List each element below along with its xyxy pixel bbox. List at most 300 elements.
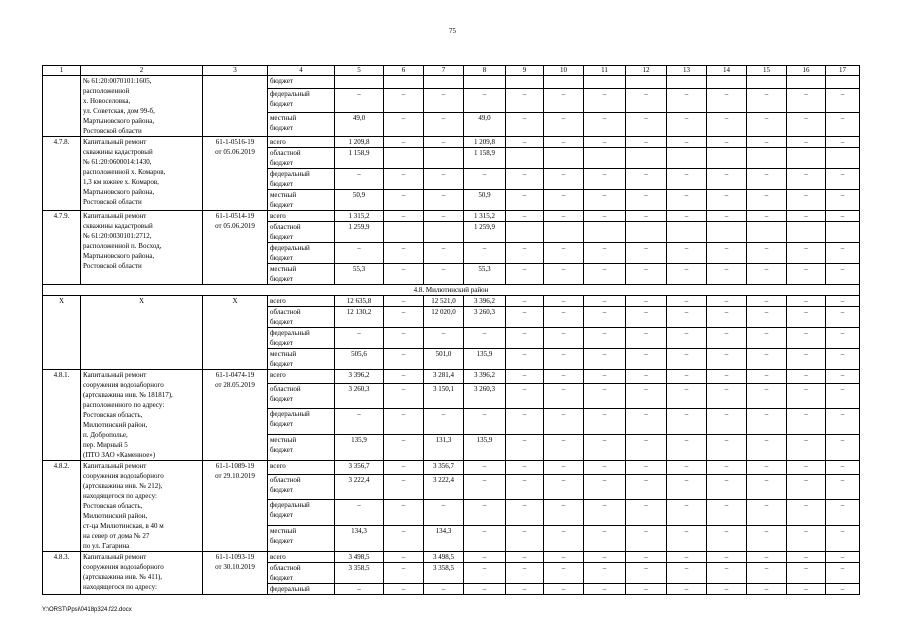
amount-cell: – — [506, 349, 544, 370]
amount-cell: – — [506, 461, 544, 475]
amount-cell: – — [544, 500, 584, 526]
amount-cell — [626, 222, 667, 243]
table-row — [43, 370, 860, 384]
funding-source: местный бюджет — [268, 526, 335, 552]
amount-cell: – — [384, 526, 424, 552]
amount-cell: – — [384, 500, 424, 526]
amount-cell: – — [747, 307, 787, 328]
amount-cell — [626, 76, 667, 89]
amount-cell: – — [584, 169, 626, 190]
funding-source: местный бюджет — [268, 264, 335, 285]
amount-cell: 3 222,4 — [335, 474, 384, 500]
amount-cell: – — [747, 190, 787, 211]
amount-cell: – — [335, 584, 384, 595]
amount-cell: 3 396,2 — [335, 370, 384, 384]
amount-cell: – — [787, 563, 826, 584]
funding-source: местный бюджет — [268, 349, 335, 370]
amount-cell — [747, 222, 787, 243]
amount-cell — [707, 148, 747, 169]
amount-cell: – — [584, 349, 626, 370]
amount-cell: – — [506, 500, 544, 526]
amount-cell: 3 396,2 — [464, 370, 506, 384]
amount-cell: 501,0 — [424, 349, 464, 370]
amount-cell: – — [384, 328, 424, 349]
column-number-header: 16 — [787, 66, 826, 76]
amount-cell: – — [544, 264, 584, 285]
item-number: Х — [43, 296, 81, 370]
amount-cell: – — [787, 552, 826, 563]
amount-cell: 134,3 — [424, 526, 464, 552]
amount-cell: 131,3 — [424, 435, 464, 461]
amount-cell: – — [707, 264, 747, 285]
amount-cell: – — [667, 328, 707, 349]
amount-cell: 135,9 — [335, 435, 384, 461]
amount-cell — [384, 76, 424, 89]
amount-cell: – — [584, 88, 626, 112]
amount-cell: 134,3 — [335, 526, 384, 552]
amount-cell: 1 158,9 — [464, 148, 506, 169]
amount-cell: – — [506, 296, 544, 307]
amount-cell: – — [707, 307, 747, 328]
funding-source: местный бюджет — [268, 435, 335, 461]
amount-cell: – — [584, 563, 626, 584]
amount-cell: 3 358,5 — [335, 563, 384, 584]
amount-cell: – — [384, 349, 424, 370]
amount-cell: – — [544, 349, 584, 370]
amount-cell: – — [667, 584, 707, 595]
amount-cell: – — [384, 169, 424, 190]
amount-cell: – — [584, 190, 626, 211]
amount-cell: – — [584, 137, 626, 148]
amount-cell: 135,9 — [464, 349, 506, 370]
amount-cell: – — [826, 461, 860, 475]
amount-cell: – — [667, 435, 707, 461]
amount-cell: – — [787, 243, 826, 264]
amount-cell: 1 259,9 — [464, 222, 506, 243]
amount-cell: – — [506, 435, 544, 461]
amount-cell — [747, 148, 787, 169]
amount-cell: – — [826, 500, 860, 526]
amount-cell — [384, 222, 424, 243]
amount-cell: – — [787, 328, 826, 349]
table-row — [43, 76, 860, 89]
document-reference — [203, 76, 268, 137]
amount-cell: – — [826, 370, 860, 384]
amount-cell: 3 396,2 — [464, 296, 506, 307]
funding-source: федеральный бюджет — [268, 328, 335, 349]
amount-cell: – — [787, 307, 826, 328]
amount-cell: – — [626, 307, 667, 328]
funding-source: федеральный бюджет — [268, 243, 335, 264]
column-number-header: 7 — [424, 66, 464, 76]
amount-cell — [707, 76, 747, 89]
amount-cell: – — [626, 328, 667, 349]
amount-cell: 12 020,0 — [424, 307, 464, 328]
amount-cell: – — [384, 243, 424, 264]
amount-cell: – — [667, 383, 707, 409]
amount-cell: – — [747, 500, 787, 526]
amount-cell — [424, 148, 464, 169]
amount-cell: – — [707, 409, 747, 435]
amount-cell: – — [707, 211, 747, 222]
amount-cell: 49,0 — [335, 112, 384, 136]
amount-cell — [667, 222, 707, 243]
column-number-header: 2 — [81, 66, 203, 76]
amount-cell: – — [667, 500, 707, 526]
amount-cell: – — [826, 584, 860, 595]
amount-cell: 3 356,7 — [335, 461, 384, 475]
amount-cell: – — [667, 243, 707, 264]
amount-cell — [584, 76, 626, 89]
amount-cell: – — [707, 112, 747, 136]
column-number-header: 11 — [584, 66, 626, 76]
amount-cell: – — [787, 409, 826, 435]
amount-cell: – — [707, 190, 747, 211]
funding-source: областной бюджет — [268, 474, 335, 500]
amount-cell: – — [384, 435, 424, 461]
amount-cell: – — [667, 526, 707, 552]
amount-cell: – — [384, 383, 424, 409]
column-number-header: 13 — [667, 66, 707, 76]
budget-table — [42, 65, 860, 595]
amount-cell: 3 222,4 — [424, 474, 464, 500]
amount-cell — [667, 148, 707, 169]
amount-cell — [787, 148, 826, 169]
amount-cell: – — [626, 243, 667, 264]
amount-cell: – — [506, 409, 544, 435]
amount-cell: – — [667, 474, 707, 500]
document-reference: 61-1-0514-19 от 05.06.2019 — [203, 211, 268, 285]
amount-cell: – — [826, 211, 860, 222]
amount-cell — [826, 76, 860, 89]
amount-cell: – — [787, 190, 826, 211]
amount-cell: – — [707, 296, 747, 307]
amount-cell: – — [667, 211, 707, 222]
funding-source: областной бюджет — [268, 148, 335, 169]
amount-cell: 3 498,5 — [335, 552, 384, 563]
amount-cell: – — [747, 328, 787, 349]
funding-source: федеральный бюджет — [268, 500, 335, 526]
amount-cell: – — [506, 307, 544, 328]
amount-cell: – — [584, 296, 626, 307]
amount-cell: – — [384, 296, 424, 307]
amount-cell — [544, 222, 584, 243]
amount-cell — [424, 222, 464, 243]
amount-cell — [626, 148, 667, 169]
amount-cell: – — [667, 409, 707, 435]
amount-cell: – — [384, 190, 424, 211]
amount-cell: – — [747, 474, 787, 500]
amount-cell: – — [707, 169, 747, 190]
column-number-header: 9 — [506, 66, 544, 76]
amount-cell: – — [506, 112, 544, 136]
amount-cell: – — [787, 88, 826, 112]
amount-cell: – — [787, 474, 826, 500]
amount-cell: – — [747, 88, 787, 112]
amount-cell — [464, 76, 506, 89]
amount-cell: – — [826, 190, 860, 211]
amount-cell: – — [626, 88, 667, 112]
page-number: 75 — [449, 27, 456, 35]
object-description: Х — [81, 296, 203, 370]
amount-cell: – — [335, 328, 384, 349]
amount-cell: – — [787, 169, 826, 190]
amount-cell: – — [826, 383, 860, 409]
amount-cell: – — [544, 409, 584, 435]
amount-cell: – — [787, 370, 826, 384]
amount-cell: – — [544, 88, 584, 112]
amount-cell: – — [384, 307, 424, 328]
amount-cell: – — [787, 112, 826, 136]
document-reference: 61-1-0516-19 от 05.06.2019 — [203, 137, 268, 211]
amount-cell: – — [826, 243, 860, 264]
amount-cell: – — [667, 112, 707, 136]
amount-cell: – — [424, 584, 464, 595]
document-reference: 61-1-1089-19 от 29.10.2019 — [203, 461, 268, 552]
amount-cell: – — [826, 526, 860, 552]
amount-cell: – — [424, 328, 464, 349]
amount-cell: – — [584, 328, 626, 349]
amount-cell: – — [826, 307, 860, 328]
amount-cell: – — [335, 88, 384, 112]
amount-cell: – — [826, 435, 860, 461]
amount-cell: – — [787, 137, 826, 148]
amount-cell: – — [667, 349, 707, 370]
amount-cell: – — [707, 328, 747, 349]
funding-source: всего — [268, 137, 335, 148]
amount-cell: – — [464, 88, 506, 112]
amount-cell: – — [464, 552, 506, 563]
amount-cell: – — [544, 307, 584, 328]
amount-cell: – — [384, 584, 424, 595]
amount-cell — [826, 222, 860, 243]
amount-cell: – — [544, 296, 584, 307]
funding-source: всего — [268, 370, 335, 384]
amount-cell: – — [747, 584, 787, 595]
column-number-header: 10 — [544, 66, 584, 76]
column-number-header: 8 — [464, 66, 506, 76]
amount-cell: – — [747, 409, 787, 435]
amount-cell: – — [506, 169, 544, 190]
funding-source: областной бюджет — [268, 222, 335, 243]
amount-cell: – — [544, 243, 584, 264]
amount-cell: – — [464, 409, 506, 435]
amount-cell: 135,9 — [464, 435, 506, 461]
funding-source: всего — [268, 461, 335, 475]
amount-cell: – — [667, 190, 707, 211]
table-row — [43, 211, 860, 222]
amount-cell: – — [707, 383, 747, 409]
amount-cell: – — [335, 243, 384, 264]
amount-cell: – — [584, 112, 626, 136]
amount-cell: – — [667, 88, 707, 112]
item-number: 4.8.1. — [43, 370, 81, 461]
amount-cell — [384, 148, 424, 169]
table-row — [43, 137, 860, 148]
amount-cell: 1 209,8 — [464, 137, 506, 148]
amount-cell — [506, 148, 544, 169]
amount-cell: – — [424, 409, 464, 435]
amount-cell: – — [747, 552, 787, 563]
amount-cell: – — [826, 264, 860, 285]
amount-cell: – — [667, 169, 707, 190]
amount-cell — [707, 222, 747, 243]
amount-cell: – — [384, 264, 424, 285]
amount-cell — [424, 76, 464, 89]
amount-cell: – — [584, 370, 626, 384]
amount-cell: 3 260,3 — [464, 307, 506, 328]
header-row — [43, 66, 860, 76]
amount-cell: – — [626, 563, 667, 584]
amount-cell: – — [335, 409, 384, 435]
amount-cell: – — [584, 584, 626, 595]
amount-cell: – — [626, 500, 667, 526]
amount-cell: – — [626, 435, 667, 461]
amount-cell: – — [747, 112, 787, 136]
amount-cell: – — [506, 526, 544, 552]
amount-cell: – — [787, 500, 826, 526]
amount-cell: – — [384, 409, 424, 435]
amount-cell: 3 150,1 — [424, 383, 464, 409]
amount-cell: – — [787, 264, 826, 285]
amount-cell: – — [787, 349, 826, 370]
funding-source: всего — [268, 296, 335, 307]
amount-cell: – — [544, 211, 584, 222]
amount-cell: 12 521,0 — [424, 296, 464, 307]
amount-cell: – — [584, 383, 626, 409]
amount-cell: – — [626, 137, 667, 148]
amount-cell: – — [506, 137, 544, 148]
amount-cell: – — [747, 563, 787, 584]
amount-cell: – — [626, 296, 667, 307]
amount-cell: – — [544, 112, 584, 136]
item-number: 4.7.8. — [43, 137, 81, 211]
column-number-header: 17 — [826, 66, 860, 76]
amount-cell: 3 260,3 — [464, 383, 506, 409]
amount-cell: – — [464, 500, 506, 526]
amount-cell: – — [787, 461, 826, 475]
amount-cell: 3 281,4 — [424, 370, 464, 384]
amount-cell: – — [384, 211, 424, 222]
amount-cell: – — [667, 461, 707, 475]
amount-cell: – — [506, 474, 544, 500]
file-path-footer: Y:\ORST\Ppsi\0418p324.f22.docx — [42, 607, 132, 613]
amount-cell: – — [584, 307, 626, 328]
amount-cell: – — [464, 584, 506, 595]
funding-source: местный бюджет — [268, 112, 335, 136]
amount-cell: – — [707, 474, 747, 500]
object-description: Капитальный ремонт сооружения водозаборного (артскважина инв. № 181817), расположенного по адресу: Ростовская область, Милютинский район, п. Доброполье, пер. Мирный 5 (ПТО ЗАО «Каменное») — [81, 370, 203, 461]
column-number-header: 5 — [335, 66, 384, 76]
amount-cell: – — [335, 500, 384, 526]
amount-cell: – — [424, 112, 464, 136]
funding-source: областной бюджет — [268, 383, 335, 409]
funding-source: всего — [268, 211, 335, 222]
amount-cell — [506, 222, 544, 243]
amount-cell: – — [826, 563, 860, 584]
amount-cell: – — [584, 243, 626, 264]
column-number-header: 4 — [268, 66, 335, 76]
amount-cell: 3 260,3 — [335, 383, 384, 409]
amount-cell: – — [584, 409, 626, 435]
funding-source: областной бюджет — [268, 563, 335, 584]
amount-cell — [506, 76, 544, 89]
amount-cell: – — [667, 370, 707, 384]
amount-cell: 12 635,8 — [335, 296, 384, 307]
amount-cell — [826, 148, 860, 169]
amount-cell: – — [544, 328, 584, 349]
amount-cell — [787, 222, 826, 243]
amount-cell: – — [506, 552, 544, 563]
amount-cell: – — [544, 137, 584, 148]
amount-cell: – — [626, 383, 667, 409]
amount-cell — [584, 222, 626, 243]
amount-cell: – — [424, 211, 464, 222]
item-number — [43, 76, 81, 137]
amount-cell: – — [544, 190, 584, 211]
object-description: Капитальный ремонт скважины кадастровый № 61:20:0600014:1430, расположенной х. Комаров, 1,3 км южнее х. Комаров, Мартыновского района, Ростовской области — [81, 137, 203, 211]
amount-cell: – — [464, 474, 506, 500]
amount-cell: – — [747, 349, 787, 370]
amount-cell: – — [506, 264, 544, 285]
amount-cell — [335, 76, 384, 89]
amount-cell: – — [626, 211, 667, 222]
section-title-row — [43, 285, 860, 296]
column-number-header: 1 — [43, 66, 81, 76]
amount-cell: – — [464, 526, 506, 552]
amount-cell: – — [747, 243, 787, 264]
amount-cell: – — [584, 264, 626, 285]
funding-source: бюджет — [268, 76, 335, 89]
amount-cell: – — [626, 584, 667, 595]
amount-cell: – — [707, 461, 747, 475]
amount-cell: – — [544, 563, 584, 584]
funding-source: федеральный бюджет — [268, 409, 335, 435]
column-number-header: 14 — [707, 66, 747, 76]
amount-cell: – — [544, 169, 584, 190]
amount-cell: – — [424, 137, 464, 148]
amount-cell: – — [787, 383, 826, 409]
amount-cell: – — [584, 211, 626, 222]
amount-cell: – — [626, 370, 667, 384]
amount-cell: – — [707, 500, 747, 526]
amount-cell: – — [506, 190, 544, 211]
amount-cell: – — [707, 435, 747, 461]
amount-cell: – — [544, 474, 584, 500]
amount-cell: – — [464, 169, 506, 190]
amount-cell: – — [584, 500, 626, 526]
amount-cell — [544, 148, 584, 169]
funding-source: федеральный — [268, 584, 335, 595]
amount-cell: – — [826, 552, 860, 563]
amount-cell: – — [826, 474, 860, 500]
amount-cell: – — [826, 137, 860, 148]
amount-cell: 1 158,9 — [335, 148, 384, 169]
amount-cell: – — [826, 112, 860, 136]
amount-cell: – — [506, 211, 544, 222]
amount-cell: – — [626, 409, 667, 435]
object-description: Капитальный ремонт скважины кадастровый № 61:20:0030101:2712, расположенной п. Восход, Мартыновского района, Ростовской области — [81, 211, 203, 285]
amount-cell: 49,0 — [464, 112, 506, 136]
column-number-header: 15 — [747, 66, 787, 76]
amount-cell: – — [787, 526, 826, 552]
funding-source: местный бюджет — [268, 190, 335, 211]
amount-cell: – — [787, 211, 826, 222]
funding-source: федеральный бюджет — [268, 88, 335, 112]
funding-source: федеральный бюджет — [268, 169, 335, 190]
amount-cell: – — [544, 383, 584, 409]
amount-cell: – — [667, 264, 707, 285]
